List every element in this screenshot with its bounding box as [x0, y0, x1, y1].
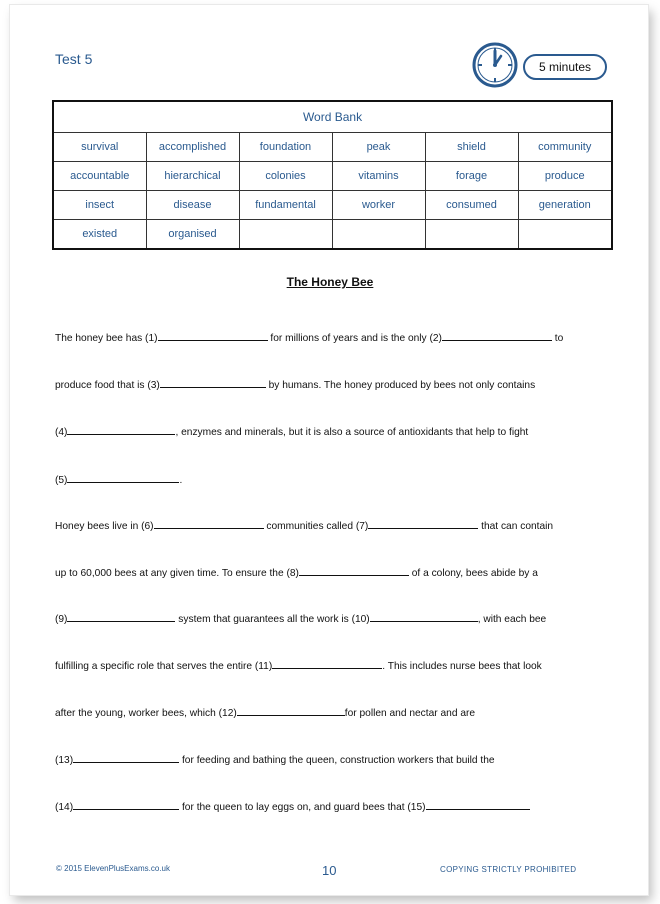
passage-text: (9)	[55, 614, 68, 625]
word-bank-cell: disease	[146, 191, 239, 220]
answer-blank-12[interactable]	[237, 704, 345, 716]
word-bank-cell: existed	[53, 220, 146, 250]
word-bank-cell: forage	[425, 162, 518, 191]
passage-text: up to 60,000 bees at any given time. To ensure the (8)	[55, 568, 299, 579]
passage-text: (14)	[55, 802, 74, 813]
passage-text: (5)	[55, 475, 68, 486]
word-bank-row	[53, 220, 612, 250]
page-number: 10	[322, 863, 337, 878]
word-bank-cell	[518, 220, 612, 250]
passage-text: fulfilling a specific role that serves the entire (11)	[55, 661, 273, 672]
passage-text: for pollen and nectar and are	[344, 708, 476, 719]
passage-line	[55, 376, 615, 391]
answer-blank-3[interactable]	[160, 376, 266, 388]
answer-blank-15[interactable]	[426, 798, 530, 810]
passage-text: for the queen to lay eggs on, and guard bees that (15)	[181, 802, 426, 813]
answer-blank-1[interactable]	[158, 329, 268, 341]
answer-blank-9[interactable]	[67, 610, 175, 622]
passage-text: communities called (7)	[266, 521, 369, 532]
passage-text: The honey bee has (1)	[55, 333, 158, 344]
word-bank-cell: produce	[518, 162, 612, 191]
passage-text: (13)	[55, 755, 74, 766]
passage-line	[55, 657, 615, 672]
word-bank-row	[53, 162, 612, 191]
footer-copyright: © 2015 ElevenPlusExams.co.uk	[56, 864, 170, 873]
word-bank-cell: survival	[53, 133, 146, 162]
timer-label: 5 minutes	[523, 54, 607, 80]
word-bank-cell: colonies	[239, 162, 332, 191]
word-bank-cell: worker	[332, 191, 425, 220]
word-bank-table	[52, 100, 613, 250]
passage-text: to	[554, 333, 564, 344]
word-bank-title: Word Bank	[53, 101, 612, 133]
word-bank-cell: accountable	[53, 162, 146, 191]
answer-blank-11[interactable]	[272, 657, 382, 669]
answer-blank-2[interactable]	[442, 329, 552, 341]
passage-text: that can contain	[481, 521, 554, 532]
footer-notice: COPYING STRICTLY PROHIBITED	[440, 865, 577, 874]
word-bank-cell: accomplished	[146, 133, 239, 162]
answer-blank-13[interactable]	[73, 751, 179, 763]
passage-text: produce food that is (3)	[55, 380, 160, 391]
passage-text: , with each bee	[477, 614, 547, 625]
passage-text: by humans. The honey produced by bees not only contains	[268, 380, 536, 391]
word-bank-row	[53, 133, 612, 162]
answer-blank-10[interactable]	[370, 610, 478, 622]
answer-blank-14[interactable]	[73, 798, 179, 810]
word-bank-cell: insect	[53, 191, 146, 220]
clock-icon	[469, 41, 525, 89]
passage-text: for millions of years and is the only (2)	[270, 333, 442, 344]
passage-text: after the young, worker bees, which (12)	[55, 708, 237, 719]
word-bank-cell: organised	[146, 220, 239, 250]
word-bank-cell	[239, 220, 332, 250]
answer-blank-7[interactable]	[368, 517, 478, 529]
word-bank-cell	[332, 220, 425, 250]
word-bank-cell: vitamins	[332, 162, 425, 191]
passage-text: system that guarantees all the work is (10)	[178, 614, 370, 625]
passage-line	[55, 564, 615, 579]
answer-blank-6[interactable]	[154, 517, 264, 529]
passage-text: Honey bees live in (6)	[55, 521, 154, 532]
word-bank-cell: generation	[518, 191, 612, 220]
passage-text: of a colony, bees abide by a	[411, 568, 538, 579]
word-bank-cell: community	[518, 133, 612, 162]
word-bank-row	[53, 191, 612, 220]
answer-blank-4[interactable]	[67, 423, 175, 435]
word-bank-cell: shield	[425, 133, 518, 162]
test-title: Test 5	[55, 51, 93, 67]
word-bank-cell: fundamental	[239, 191, 332, 220]
passage-line	[55, 610, 615, 625]
word-bank-cell	[425, 220, 518, 250]
passage-line	[55, 329, 615, 344]
passage-text: .	[179, 475, 183, 486]
word-bank-cell: consumed	[425, 191, 518, 220]
word-bank-cell: peak	[332, 133, 425, 162]
passage-text: , enzymes and minerals, but it is also a source of antioxidants that help to fight	[175, 427, 529, 438]
passage-text: for feeding and bathing the queen, construction workers that build the	[181, 755, 495, 766]
passage-title: The Honey Bee	[286, 275, 374, 289]
passage-line	[55, 798, 615, 813]
word-bank-cell: hierarchical	[146, 162, 239, 191]
passage-line	[55, 471, 615, 486]
passage-line	[55, 704, 615, 719]
passage-line	[55, 423, 615, 438]
word-bank-cell: foundation	[239, 133, 332, 162]
passage-line	[55, 751, 615, 766]
answer-blank-5[interactable]	[67, 471, 179, 483]
passage-text: (4)	[55, 427, 68, 438]
passage-text: . This includes nurse bees that look	[382, 661, 542, 672]
passage-line	[55, 517, 615, 532]
answer-blank-8[interactable]	[299, 564, 409, 576]
